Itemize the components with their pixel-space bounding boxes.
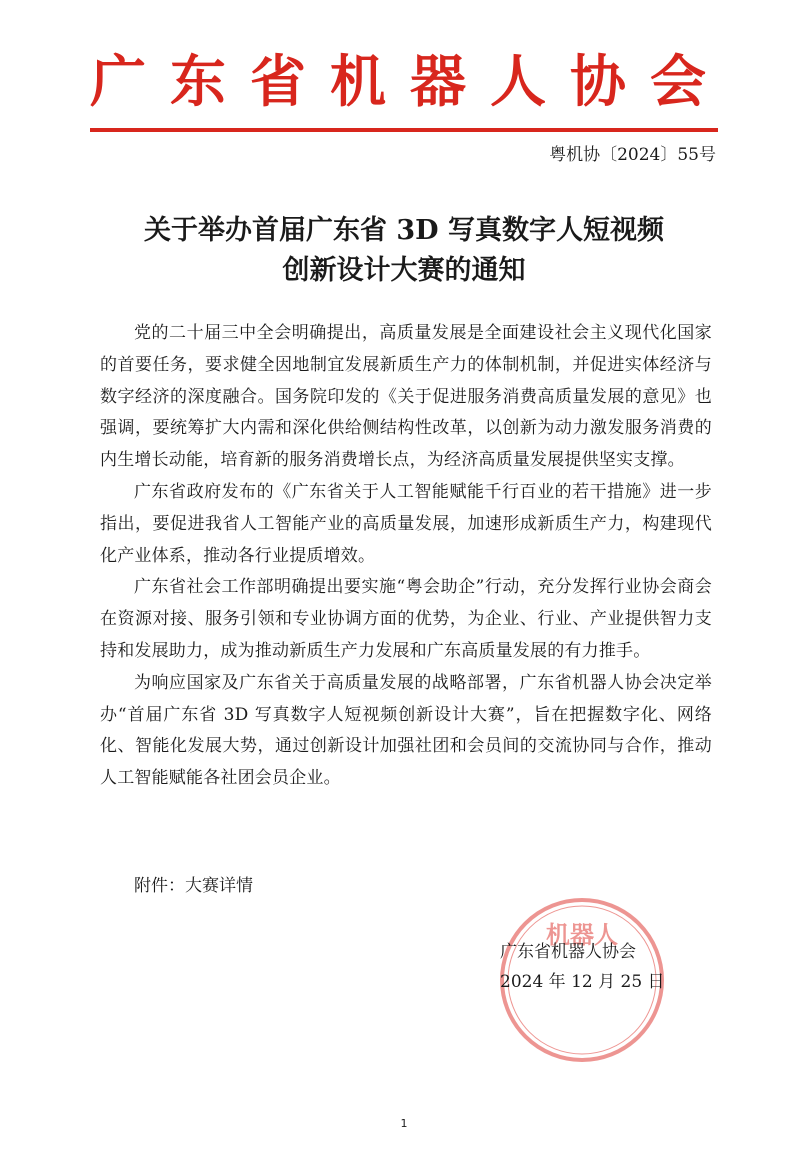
body-paragraph: 广东省社会工作部明确提出要实施“粤会助企”行动，充分发挥行业协会商会在资源对接、服务引领和专业协调方面的优势，为企业、行业、产业提供智力支持和发展助力，成为推动新质生产力发展和广东高质量发展的有力推手。 [100,577,712,661]
signature-block [500,937,665,997]
document-body [100,318,712,795]
letterhead-red-rule [90,128,718,132]
title-line-1: 关于举办首届广东省 3D 写真数字人短视频 [144,215,664,246]
seal-text: 机器人 [546,921,618,949]
document-number: 粤机协〔2024〕55号 [549,145,716,165]
org-letterhead: 广东省机器人协会 [90,50,730,115]
title-line-2: 创新设计大赛的通知 [282,255,526,286]
document-title [0,211,808,291]
body-paragraph: 广东省政府发布的《广东省关于人工智能赋能千行百业的若干措施》进一步指出，要促进我省人工智能产业的高质量发展，加速形成新质生产力，构建现代化产业体系，推动各行业提质增效。 [100,481,712,566]
signature-org: 广东省机器人协会 [500,942,636,962]
body-paragraph: 党的二十届三中全会明确提出，高质量发展是全面建设社会主义现代化国家的首要任务，要求健全因地制宜发展新质生产力的体制机制，并促进实体经济与数字经济的深度融合。国务院印发的《关于促进服务消费高质量发展的意见》也强调，要统筹扩大内需和深化供给侧结构性改革，以创新为动力激发服务消费的内生增长动能，培育新的服务消费增长点，为经济高质量发展提供坚实支撑。 [100,323,712,471]
signature-date: 2024 年 12 月 25 日 [500,972,665,992]
attachment-note: 附件：大赛详情 [134,876,253,896]
body-paragraph: 为响应国家及广东省关于高质量发展的战略部署，广东省机器人协会决定举办“首届广东省 3D 写真数字人短视频创新设计大赛”，旨在把握数字化、网络化、智能化发展大势，通过创新设计加强社团和会员间的交流协同与合作，推动人工智能赋能各社团会员企业。 [100,672,712,789]
page-number: 1 [400,1117,408,1130]
